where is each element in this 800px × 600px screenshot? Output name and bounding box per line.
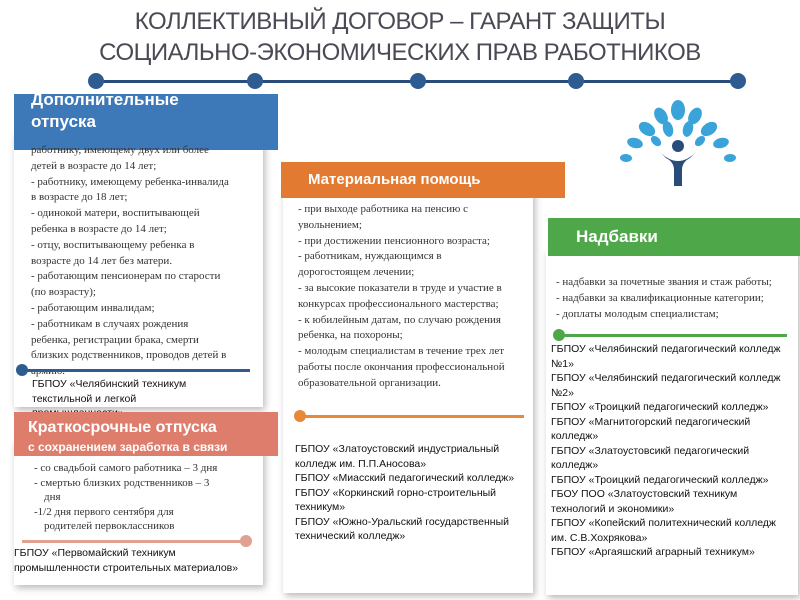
list-item: - одинокой матери, воспитывающей: [31, 207, 200, 220]
list-item: ГБПОУ «Миасский педагогический колледж»: [295, 472, 515, 484]
list-item: в возрасте до 18 лет;: [31, 191, 128, 204]
list-item: (по возрасту);: [31, 286, 96, 299]
list-item: - работнику, имеющему ребенка-инвалида: [31, 175, 229, 188]
help-header: [281, 162, 565, 198]
bonus-header: [548, 218, 800, 256]
list-item: - при выходе работника на пенсию с: [298, 203, 469, 215]
list-item: - при достижении пенсионного возраста;: [298, 234, 490, 247]
divider: [22, 369, 250, 372]
list-item: работнику, имеющему двух или более: [31, 144, 209, 156]
list-item: ребенка в возрасте до 14 лет;: [31, 222, 167, 235]
short-leave-college: ГБПОУ «Первомайский техникум промышленности строительных материалов»: [14, 547, 239, 574]
list-item: ГБПОУ «Златоустовсикй педагогический колледж»: [551, 444, 750, 471]
list-item: - работающим инвалидам;: [31, 301, 155, 314]
leave-text: [31, 143, 263, 380]
timeline-dot: [88, 73, 104, 89]
divider: [22, 540, 250, 543]
bonus-text: [556, 275, 800, 322]
title-line-1: КОЛЛЕКТИВНЫЙ ДОГОВОР – ГАРАНТ ЗАЩИТЫ: [134, 8, 666, 35]
list-item: - работникам в случаях рождения: [31, 317, 189, 330]
divider: [559, 334, 787, 337]
list-item: - к юбилейным датам, по случаю рождения: [298, 313, 501, 326]
list-item: дня: [44, 491, 61, 503]
timeline-dot: [247, 73, 263, 89]
short-leave-header-text: Краткосрочные отпуска: [28, 419, 217, 436]
list-item: - работникам, нуждающимся в: [298, 250, 442, 263]
list-item: - доплаты молодым специалистам;: [556, 307, 719, 320]
short-leave-text: [34, 461, 259, 534]
list-item: ГБПОУ «Златоустовский индустриальный колледж им. П.П.Аносова»: [295, 443, 500, 470]
list-item: - смертью близких родственников – 3: [34, 476, 210, 489]
list-item: ребенка, на похороны;: [298, 329, 403, 342]
list-item: ГБПОУ «Аргаяшский аграрный техникум»: [551, 546, 755, 558]
list-item: родителей первоклассников: [44, 520, 175, 532]
tree-people-icon: [616, 96, 740, 188]
list-item: детей в возрасте до 14 лет;: [31, 159, 157, 172]
help-text: [298, 202, 534, 392]
list-item: ГБПОУ «Троицкий педагогический колледж»: [551, 473, 769, 486]
list-item: ГБПОУ «Копейский политехнический колледж им. С.В.Хохрякова»: [551, 517, 776, 544]
list-item: увольнением;: [298, 218, 362, 231]
timeline-dot: [730, 73, 746, 89]
list-item: возрасте до 14 лет без матери.: [31, 254, 173, 267]
leave-header: [14, 94, 278, 150]
title-line-2: СОЦИАЛЬНО-ЭКОНОМИЧЕСКИХ ПРАВ РАБОТНИКОВ: [99, 39, 701, 66]
list-item: - работающим пенсионерам по старости: [31, 270, 221, 283]
list-item: ГБПОУ «Челябинский педагогический колледж №2»: [551, 372, 781, 399]
bonus-colleges: [551, 342, 783, 560]
list-item: близких родственников, проводов детей в: [31, 349, 227, 362]
list-item: ГБПОУ «Челябинский педагогический колледж №1»: [551, 343, 781, 370]
divider: [300, 415, 524, 418]
list-item: ГБПОУ «Магнитогорский педагогический колледж»: [551, 415, 751, 442]
list-item: - надбавки за квалификационные категории;: [556, 291, 764, 304]
list-item: - отцу, воспитывающему ребенка в: [31, 238, 195, 251]
list-item: ГБПОУ «Троицкий педагогический колледж»: [551, 401, 769, 413]
list-item: ГБПОУ «Коркинский горно-строительный техникум»: [295, 486, 497, 513]
timeline-dot: [410, 73, 426, 89]
bonus-header-text: Надбавки: [576, 227, 658, 246]
list-item: дорогостоящем лечении;: [298, 266, 415, 279]
short-leave-header: [14, 412, 278, 456]
list-item: конкурсах профессионального мастерства;: [298, 297, 499, 310]
short-leave-subheader: с сохранением заработка в связи: [28, 440, 228, 454]
list-item: - молодым специалистам в течение трех лет: [298, 345, 505, 358]
list-item: ГБОУ ПОО «Златоустовский техникум технологий и экономики»: [551, 488, 738, 515]
list-item: образовательной организации.: [298, 376, 441, 389]
list-item: -1/2 дня первого сентября для: [34, 505, 174, 518]
help-colleges: [295, 442, 533, 544]
list-item: ребенка, регистрации брака, смерти: [31, 333, 199, 346]
list-item: - надбавки за почетные звания и стаж работы;: [556, 276, 772, 288]
leave-header-text: Дополнительные отпуска: [31, 94, 179, 131]
timeline-dot: [568, 73, 584, 89]
list-item: - со свадьбой самого работника – 3 дня: [34, 462, 218, 474]
list-item: - за высокие показатели в труде и участие в: [298, 281, 502, 294]
leave-college: ГБПОУ «Челябинский техникум текстильной и легкой: [32, 378, 187, 405]
page-title: [0, 6, 800, 68]
list-item: ГБПОУ «Южно-Уральский государственный технический колледж»: [295, 515, 509, 542]
list-item: работы после окончания профессиональной: [298, 360, 505, 373]
help-header-text: Материальная помощь: [308, 171, 481, 188]
